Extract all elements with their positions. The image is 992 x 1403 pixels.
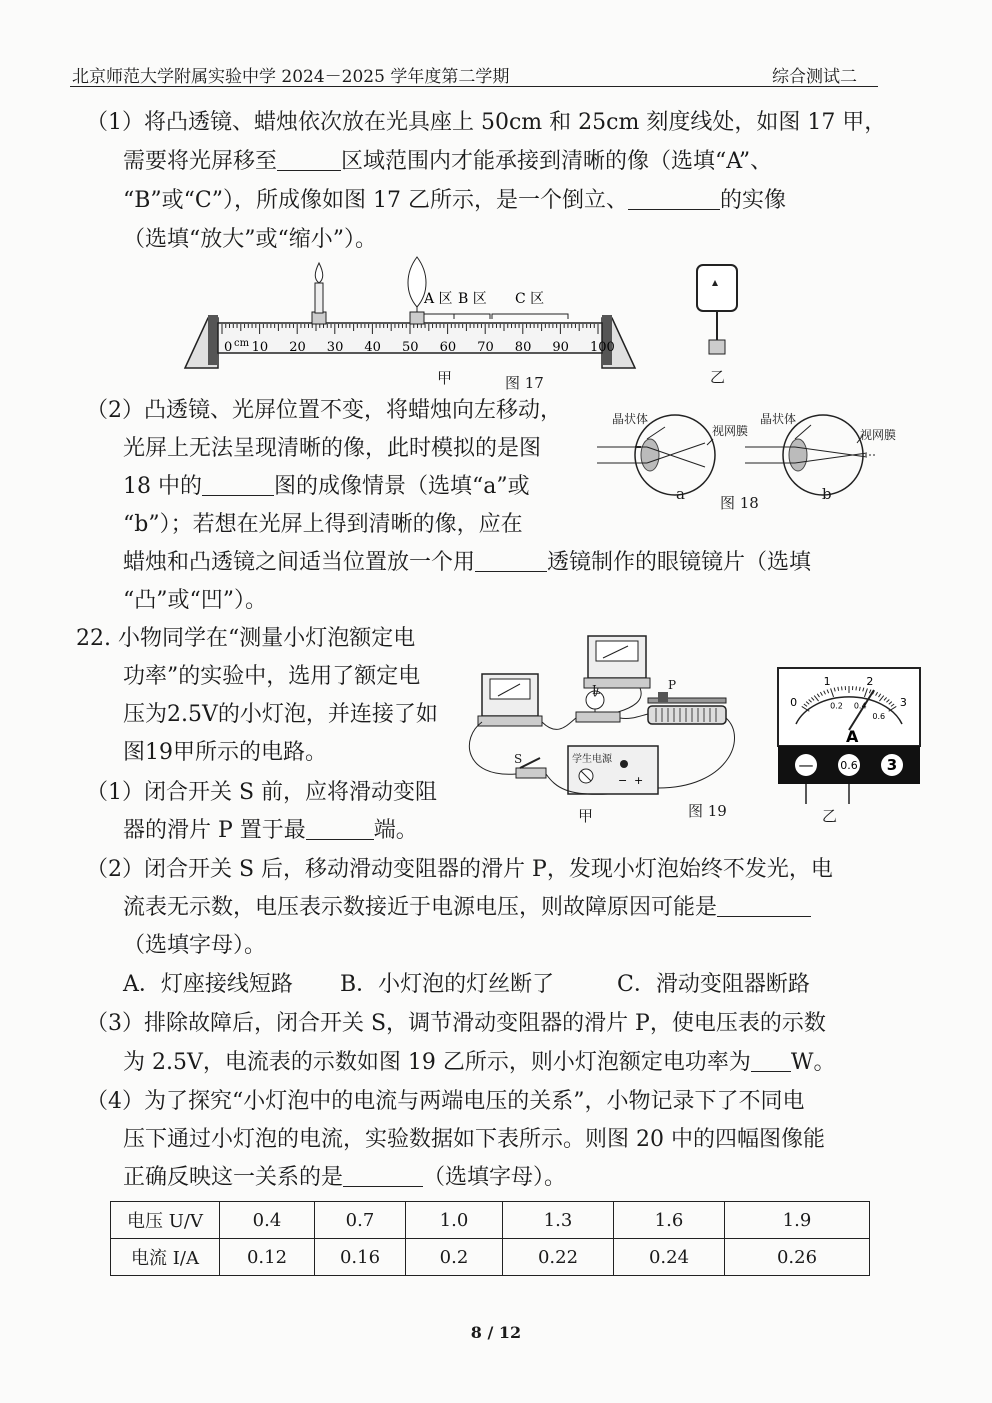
q22-option-b: B．小灯泡的灯丝断了 xyxy=(340,972,555,997)
q22-line1: 22. 小物同学在“测量小灯泡额定电 xyxy=(76,626,416,651)
fig18-label-a: a xyxy=(676,485,685,503)
scale-label: 0 xyxy=(224,340,233,355)
table-cell: 0.2 xyxy=(406,1239,503,1276)
header-school: 北京师范大学附属实验中学 2024－2025 学年度第二学期 xyxy=(72,67,510,87)
scale-label: 30 xyxy=(326,340,344,355)
table-cell: 1.9 xyxy=(725,1202,870,1239)
scale-label: 80 xyxy=(514,340,532,355)
zone-c-brace xyxy=(492,314,568,319)
fig19-label-P: P xyxy=(668,678,677,692)
q22-4-line3: 正确反映这一关系的是 （选填字母）。 xyxy=(123,1165,567,1190)
scale-label: 20 xyxy=(289,340,306,355)
table-cell: 1.6 xyxy=(614,1202,725,1239)
q21-1-line2: 需要将光屏移至 区域范围内才能承接到清晰的像（选填“A”、 xyxy=(123,149,773,174)
screen-icon xyxy=(697,265,737,311)
scale-label: 70 xyxy=(477,340,494,355)
table-cell: 0.12 xyxy=(220,1239,315,1276)
table-cell: 0.26 xyxy=(725,1239,870,1276)
q22-2-line1: （2）闭合开关 S 后，移动滑动变阻器的滑片 P，发现小灯泡始终不发光，电 xyxy=(86,857,833,882)
header-test-name: 综合测试二 xyxy=(772,67,857,87)
q22-3-line1: （3）排除故障后，闭合开关 S，调节滑动变阻器的滑片 P，使电压表的示数 xyxy=(86,1011,826,1036)
zone-a-label: A 区 xyxy=(424,291,453,307)
scale-label: 40 xyxy=(364,340,381,355)
dial-minor-label: 0.6 xyxy=(872,712,886,722)
answer-blank-zone[interactable] xyxy=(277,150,341,171)
table-row-current xyxy=(111,1239,870,1276)
q21-2-line2: 光屏上无法呈现清晰的像，此时模拟的是图 xyxy=(123,436,542,461)
q21-1-line4: （选填“放大”或“缩小”）。 xyxy=(123,227,377,252)
dial-tick xyxy=(856,686,857,690)
scale-label: 60 xyxy=(439,340,457,355)
dial-minor-label: 0.2 xyxy=(830,701,843,711)
eye-a-lens xyxy=(641,439,659,471)
zone-a-brace xyxy=(424,314,454,319)
fig19-label-yi: 乙 xyxy=(822,807,838,825)
dial-tick xyxy=(842,686,843,690)
screen-holder xyxy=(709,340,725,354)
q22-2-line3: （选填字母）。 xyxy=(123,933,267,958)
page-number: 8 / 12 xyxy=(470,1323,522,1342)
bench-left-block xyxy=(208,315,218,365)
scale-label: 100 xyxy=(590,340,615,355)
flame-icon xyxy=(315,263,323,283)
fig19-supply-label: 学生电源 xyxy=(572,754,612,765)
lens-holder xyxy=(410,312,424,324)
q22-4-line1: （4）为了探究“小灯泡中的电流与两端电压的关系”，小物记录下了不同电 xyxy=(86,1089,805,1114)
q22-line2: 功率”的实验中，选用了额定电 xyxy=(123,664,421,689)
zone-b-label: B 区 xyxy=(458,291,487,307)
fig19-caption: 图 19 xyxy=(688,802,727,820)
dial-major-label: 1 xyxy=(823,674,831,688)
fig18-a-lens-label: 晶状体 xyxy=(612,412,649,426)
q22-3-line2: 为 2.5V，电流表的示数如图 19 乙所示，则小灯泡额定电功率为 W。 xyxy=(123,1050,836,1075)
dial-minor-label: 0.4 xyxy=(853,701,867,711)
svg-text:+: + xyxy=(634,774,644,787)
fig18-a-retina-label: 视网膜 xyxy=(712,424,749,438)
eye-b-lens xyxy=(789,439,807,471)
q22-line3: 压为2.5V的小灯泡，并连接了如 xyxy=(123,702,438,727)
q22-option-c: C．滑动变阻器断路 xyxy=(617,972,810,997)
fig18-label-b: b xyxy=(822,485,832,503)
q22-line4: 图19甲所示的电路。 xyxy=(123,740,327,765)
answer-blank-slider-end[interactable] xyxy=(306,819,374,840)
q21-1-line3: “B”或“C”），所成像如图 17 乙所示，是一个倒立、 的实像 xyxy=(123,188,786,213)
q22-option-a: A．灯座接线短路 xyxy=(123,972,293,997)
answer-blank-power[interactable] xyxy=(751,1051,791,1072)
answer-blank-lens-type[interactable] xyxy=(475,551,547,572)
table-cell: 1.3 xyxy=(503,1202,614,1239)
fig19-label-S: S xyxy=(514,752,523,766)
switch-icon xyxy=(516,768,546,778)
table-cell: 0.22 xyxy=(503,1239,614,1276)
table-cell-label: 电压 U/V xyxy=(111,1202,220,1239)
dial-major-label: 0 xyxy=(790,696,798,710)
fig17-optical-bench xyxy=(180,255,650,390)
table-cell: 0.16 xyxy=(315,1239,406,1276)
table-cell-label: 电流 I/A xyxy=(111,1239,220,1276)
fig17-label-jia: 甲 xyxy=(437,369,453,387)
table-cell: 0.7 xyxy=(315,1202,406,1239)
fig18-caption: 图 18 xyxy=(720,494,759,512)
svg-text:−: − xyxy=(618,774,628,787)
q22-1-line2: 器的滑片 P 置于最 端。 xyxy=(123,818,418,843)
q21-2-line5: 蜡烛和凸透镜之间适当位置放一个用 透镜制作的眼镜镜片（选填 xyxy=(123,550,812,575)
fig19-label-L: L xyxy=(592,683,600,697)
dial-major-label: 2 xyxy=(866,674,874,688)
fig17-label-yi: 乙 xyxy=(710,368,726,386)
svg-text:—: — xyxy=(798,756,814,774)
q21-2-line4: “b”）；若想在光屏上得到清晰的像，应在 xyxy=(123,512,523,537)
zone-c-label: C 区 xyxy=(515,291,545,307)
answer-blank-fault[interactable] xyxy=(717,896,811,917)
fig18-b-retina-label: 视网膜 xyxy=(860,428,897,442)
table-cell: 0.4 xyxy=(220,1202,315,1239)
q21-2-line1: （2）凸透镜、光屏位置不变，将蜡烛向左移动， xyxy=(86,398,562,423)
q22-2-line2: 流表无示数，电压表示数接近于电源电压，则故障原因可能是 xyxy=(123,895,811,921)
q22-4-line2: 压下通过小灯泡的电流，实验数据如下表所示。则图 20 中的四幅图像能 xyxy=(123,1127,825,1152)
candle-holder xyxy=(312,312,326,324)
table-cell: 1.0 xyxy=(406,1202,503,1239)
q21-1-line1: （1）将凸透镜、蜡烛依次放在光具座上 50cm 和 25cm 刻度线处，如图 17 甲， xyxy=(86,110,887,135)
q22-1-line1: （1）闭合开关 S 前，应将滑动变阻 xyxy=(86,780,438,805)
fig19-label-jia: 甲 xyxy=(578,807,594,825)
zone-b-brace xyxy=(454,314,490,319)
scale-label: 90 xyxy=(552,340,569,355)
rheostat-icon xyxy=(648,706,726,724)
answer-blank-graph[interactable] xyxy=(343,1166,423,1187)
scale-unit: cm xyxy=(234,338,250,349)
fig18-b-lens-label: 晶状体 xyxy=(760,412,797,426)
table-cell: 0.24 xyxy=(614,1239,725,1276)
fig19-ammeter-dial xyxy=(776,664,922,806)
svg-text:3: 3 xyxy=(886,756,898,774)
header-rule xyxy=(70,86,878,87)
q21-2-line6: “凸”或“凹”）。 xyxy=(123,588,267,613)
fig17-caption: 图 17 xyxy=(505,374,544,392)
fig19-circuit-photo xyxy=(458,628,748,823)
answer-blank-image-size[interactable] xyxy=(628,189,720,210)
svg-text:0.6: 0.6 xyxy=(840,759,858,772)
candle-icon xyxy=(315,283,323,313)
table-row-voltage xyxy=(111,1202,870,1239)
data-table xyxy=(110,1201,870,1276)
scale-label: 10 xyxy=(251,340,269,355)
fig17-screen-image xyxy=(694,262,742,362)
dial-unit: A xyxy=(846,727,859,746)
scale-label: 50 xyxy=(402,340,419,355)
dial-major-label: 3 xyxy=(899,696,907,710)
slider-p-icon xyxy=(658,692,668,702)
q21-2-line3: 18 中的 图的成像情景（选填“a”或 xyxy=(123,474,530,499)
answer-blank-eye-figure[interactable] xyxy=(202,475,274,496)
